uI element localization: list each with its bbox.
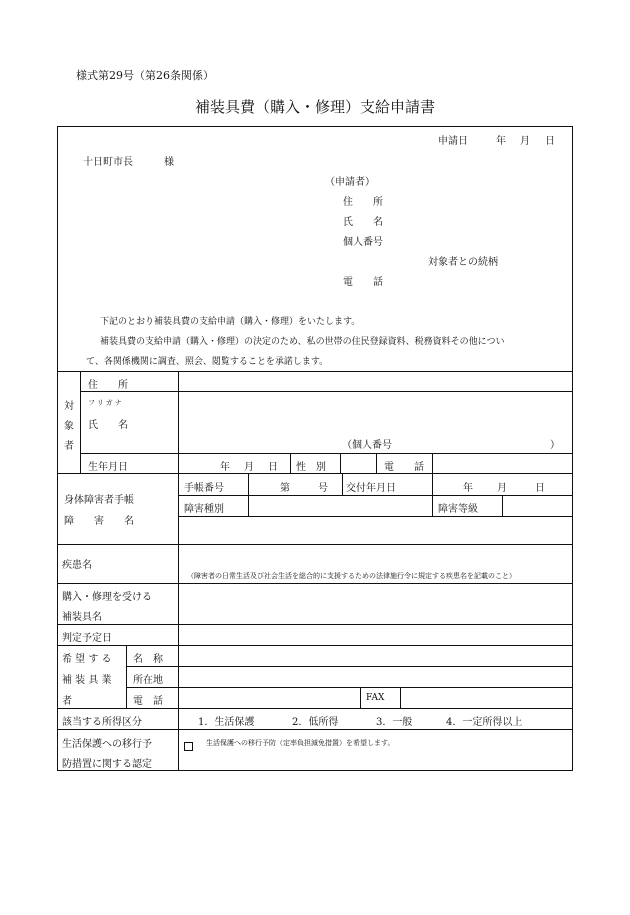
subject-personal-no-close: ）	[550, 440, 560, 451]
addressee-sama: 様	[164, 157, 174, 168]
subject-vertical-3: 者	[64, 441, 74, 452]
judgement-label: 判定予定日	[62, 633, 112, 644]
income-label: 該当する所得区分	[62, 717, 142, 728]
applicant-label: （申請者）	[325, 177, 375, 188]
welfare-checkbox-text: 生活保護への移行予防（定率負担減免措置）を希望します。	[206, 739, 395, 747]
sex-label: 性 別	[296, 462, 326, 473]
rule	[432, 453, 433, 473]
applicant-name-label: 氏 名	[343, 217, 383, 228]
application-date-label: 申請日	[438, 136, 468, 147]
vendor-label-1: 希 望 す る	[62, 654, 112, 665]
handbook-dai: 第	[280, 483, 290, 494]
disability-name-label: 障 害 名	[64, 516, 134, 527]
rule	[80, 453, 573, 454]
subject-vertical-2: 象	[64, 421, 74, 432]
birthdate-label: 生年月日	[88, 462, 128, 473]
issue-day: 日	[535, 483, 545, 494]
page-title: 補装具費（購入・修理）支給申請書	[194, 98, 435, 116]
subject-address-label: 住 所	[88, 380, 128, 391]
illness-label: 疾患名	[62, 560, 92, 571]
rule	[376, 453, 377, 473]
welfare-label-1: 生活保護への移行予	[62, 739, 152, 750]
handbook-label: 身体障害者手帳	[64, 495, 134, 506]
disability-grade-label: 障害等級	[438, 504, 478, 515]
subject-name-label: 氏 名	[88, 420, 128, 431]
rule	[248, 473, 249, 516]
rule	[178, 516, 573, 517]
income-option-4: 4．一定所得以上	[446, 717, 523, 728]
birthdate-day: 日	[268, 462, 278, 473]
rule	[57, 645, 573, 646]
rule	[57, 708, 573, 709]
application-month: 月	[520, 136, 530, 147]
subject-personal-no-label: （個人番号	[342, 440, 392, 451]
rule	[178, 371, 179, 771]
income-option-3: 3．一般	[376, 717, 413, 728]
form-number: 様式第29号（第26条関係）	[76, 69, 214, 82]
applicant-phone-label: 電 話	[343, 277, 383, 288]
issue-date-label: 交付年月日	[346, 483, 396, 494]
birthdate-year: 年	[220, 462, 230, 473]
issue-year: 年	[463, 483, 473, 494]
welfare-label-2: 防措置に関する認定	[62, 759, 152, 770]
application-year: 年	[496, 136, 506, 147]
rule	[57, 583, 573, 584]
rule	[178, 495, 573, 496]
rule	[126, 645, 127, 708]
disability-type-label: 障害種別	[184, 504, 224, 515]
handbook-no-label: 手帳番号	[184, 483, 224, 494]
vendor-fax-label: FAX	[366, 693, 385, 703]
rule	[126, 666, 573, 667]
income-option-2: 2．低所得	[292, 717, 339, 728]
rule	[432, 495, 433, 516]
rule	[57, 371, 573, 372]
subject-furigana-label: フリガナ	[88, 399, 124, 407]
rule	[57, 473, 573, 474]
rule	[57, 729, 573, 730]
application-day: 日	[545, 136, 555, 147]
subject-vertical-1: 対	[64, 401, 74, 412]
vendor-label-3: 者	[62, 696, 72, 707]
income-option-1: 1．生活保護	[198, 717, 255, 728]
rule	[432, 473, 433, 495]
rule	[57, 624, 573, 625]
rule	[80, 391, 573, 392]
statement-line-2: 補装具費の支給申請（購入・修理）の決定のため、私の世帯の住民登録資料、税務資料その他につい	[100, 337, 505, 347]
vendor-label-2: 補 装 具 業	[62, 675, 112, 686]
applicant-address-label: 住 所	[343, 197, 383, 208]
subject-phone-label: 電 話	[384, 462, 424, 473]
rule	[342, 473, 343, 495]
applicant-personal-no-label: 個人番号	[343, 237, 383, 248]
issue-month: 月	[497, 483, 507, 494]
vendor-location-label: 所在地	[133, 675, 163, 686]
addressee: 十日町市長	[83, 157, 133, 168]
rule	[360, 687, 361, 708]
birthdate-month: 月	[244, 462, 254, 473]
rule	[126, 687, 573, 688]
device-label-2: 補装具名	[62, 612, 102, 623]
statement-line-3: て、各関係機関に調査、照会、閲覧することを承諾します。	[86, 357, 329, 367]
welfare-checkbox[interactable]	[184, 736, 193, 755]
illness-note: （障害者の日常生活及び社会生活を総合的に支援するための法律施行令に規定する疾患名を記載のこと）	[187, 572, 516, 580]
relationship-label: 対象者との続柄	[428, 257, 498, 268]
device-label-1: 購入・修理を受ける	[62, 592, 152, 603]
rule	[80, 371, 81, 473]
vendor-name-label: 名 称	[133, 654, 163, 665]
rule	[400, 687, 401, 708]
rule	[340, 453, 341, 473]
statement-line-1: 下記のとおり補装具費の支給申請（購入・修理）をいたします。	[100, 317, 361, 327]
handbook-go: 号	[318, 483, 328, 494]
vendor-phone-label: 電 話	[133, 696, 163, 707]
rule	[502, 495, 503, 516]
rule	[57, 544, 573, 545]
rule	[290, 453, 291, 473]
